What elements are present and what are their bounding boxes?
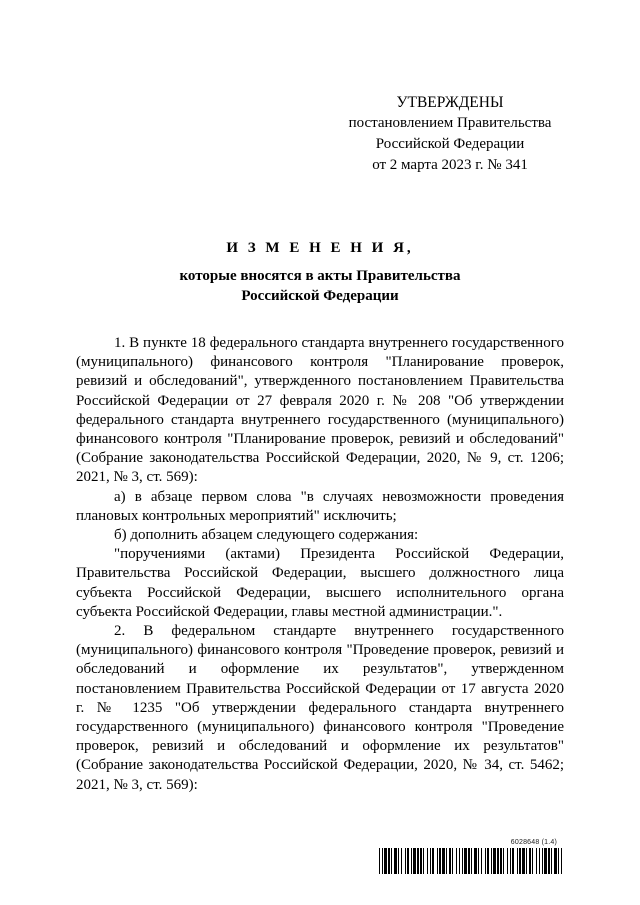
document-subtitle (0, 266, 640, 306)
approval-block (340, 92, 560, 176)
paragraph-quote: "поручениями (актами) Президента Российской Федерации, Правительства Российской Федерации, высшего должностного лица субъекта Российской Федерации, высшего исполнительного органа субъекта Российской Федерации, главы местной администрации.". (76, 546, 564, 620)
approval-line-government: Российской Федерации (375, 136, 525, 152)
subtitle-line-1: которые вносятся в акты Правительства (179, 268, 461, 284)
paragraph-subitem-a: а) в абзаце первом слова "в случаях невозможности проведения плановых контрольных мероприятий" исключить; (76, 488, 564, 524)
paragraph-subitem-b: б) дополнить абзацем следующего содержания: (114, 527, 419, 544)
approval-title: УТВЕРЖДЕНЫ (396, 94, 504, 111)
approval-line-resolution: постановлением Правительства (348, 115, 552, 131)
document-code: 6028648 (1.4) (510, 839, 557, 846)
paragraph-item-1: 1. В пункте 18 федерального стандарта внутреннего государственного (муниципального) финансового контроля "Планирование проверок, ревизий и обследований", утвержденного постановлением Правительства Российской Федерации от 27 февраля 2020 г. № 208 "Об утверждении федерального стандарта внутреннего государственного (муниципального) финансового контроля "Планирование проверок, ревизий и обследований" (Собрание законодательства Российской Федерации, 2020, № 9, ст. 1206; 2021, № 3, ст. 569): (76, 335, 564, 486)
barcode (379, 848, 562, 874)
document-body (76, 334, 564, 795)
subtitle-line-2: Российской Федерации (241, 288, 399, 304)
document-title: И З М Е Н Е Н И Я, (226, 240, 414, 256)
paragraph-item-2: 2. В федеральном стандарте внутреннего государственного (муниципального) финансового контроля "Проведение проверок, ревизий и обследований и оформление их результатов", утвержденном постановлением Правительства Российской Федерации от 17 августа 2020 г. № 1235 "Об утверждении федерального стандарта внутреннего государственного (муниципального) финансового контроля "Проведение проверок, ревизий и обследований и оформление их результатов" (Собрание законодательства Российской Федерации, 2020, № 34, ст. 5462; 2021, № 3, ст. 569): (76, 623, 564, 793)
approval-line-date-number: от 2 марта 2023 г. № 341 (372, 157, 528, 173)
